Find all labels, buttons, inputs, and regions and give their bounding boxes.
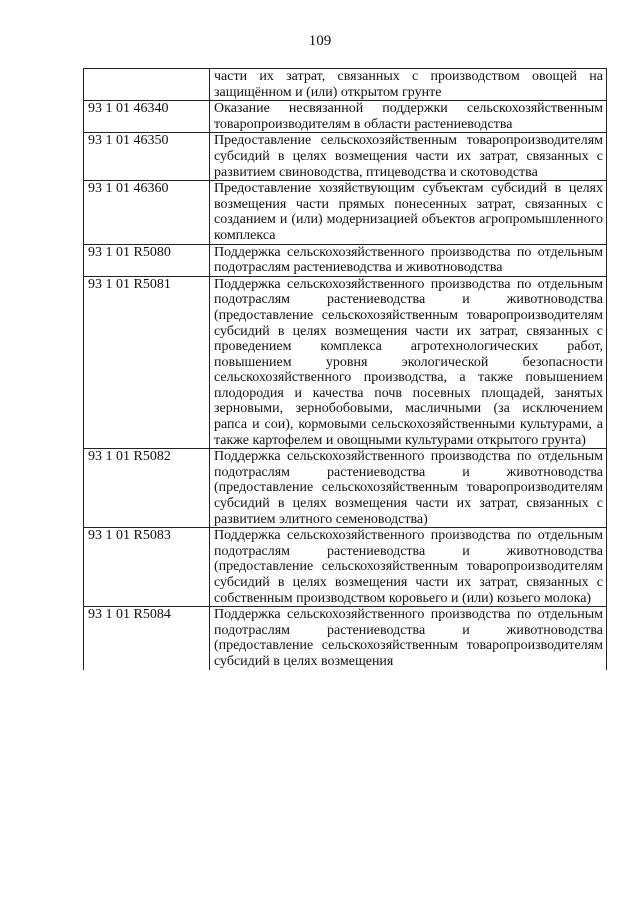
table-row: [84, 101, 607, 133]
description-cell: части их затрат, связанных с производством овощей на защищённом и (или) открытом грунте: [210, 69, 607, 101]
code-cell: 93 1 01 R5084: [84, 607, 210, 670]
description-cell: Поддержка сельскохозяйственного производства по отдельным подотраслям растениеводства и животноводства: [210, 244, 607, 276]
code-cell: 93 1 01 R5082: [84, 449, 210, 528]
table-row: [84, 528, 607, 607]
table-row: [84, 607, 607, 670]
code-cell: 93 1 01 46360: [84, 181, 210, 244]
description-cell: Поддержка сельскохозяйственного производства по отдельным подотраслям растениеводства и животноводства (предоставление сельскохозяйственным товаропроизводителям субсидий в целях возмещения части их затрат, связанных с собственным производством коровьего и (или) козьего молока): [210, 528, 607, 607]
table-row: [84, 449, 607, 528]
budget-classification-table: [83, 68, 607, 670]
description-cell: Оказание несвязанной поддержки сельскохозяйственным товаропроизводителям в области растениеводства: [210, 101, 607, 133]
page-number: 109: [308, 33, 332, 49]
table-row: [84, 133, 607, 181]
description-cell: Предоставление сельскохозяйственным товаропроизводителям субсидий в целях возмещения части их затрат, связанных с развитием свиноводства, птицеводства и скотоводства: [210, 133, 607, 181]
table-row: [84, 181, 607, 244]
description-cell: Поддержка сельскохозяйственного производства по отдельным подотраслям растениеводства и животноводства (предоставление сельскохозяйственным товаропроизводителям субсидий в целях возмещения части их затрат, связанных с развитием элитного семеноводства): [210, 449, 607, 528]
description-cell: Поддержка сельскохозяйственного производства по отдельным подотраслям растениеводства и животноводства (предоставление сельскохозяйственным товаропроизводителям субсидий в целях возмещения: [210, 607, 607, 670]
code-cell: [84, 69, 210, 101]
code-cell: 93 1 01 46350: [84, 133, 210, 181]
description-cell: Предоставление хозяйствующим субъектам субсидий в целях возмещения части прямых понесенных затрат, связанных с созданием и (или) модернизацией объектов агропромышленного комплекса: [210, 181, 607, 244]
table-row: [84, 276, 607, 449]
code-cell: 93 1 01 R5083: [84, 528, 210, 607]
code-cell: 93 1 01 R5080: [84, 244, 210, 276]
code-cell: 93 1 01 46340: [84, 101, 210, 133]
code-cell: 93 1 01 R5081: [84, 276, 210, 449]
table-row: [84, 244, 607, 276]
description-cell: Поддержка сельскохозяйственного производства по отдельным подотраслям растениеводства и животноводства (предоставление сельскохозяйственным товаропроизводителям субсидий в целях возмещения части их затрат, связанных с проведением комплекса агротехнологических работ, повышением уровня экологической безопасности сельскохозяйственного производства, а также повышением плодородия и качества почв посевных площадей, занятых зерновыми, зернобобовыми, масличными (за исключением рапса и сои), кормовыми сельскохозяйственными культурами, а также картофелем и овощными культурами открытого грунта): [210, 276, 607, 449]
table-row: [84, 69, 607, 101]
